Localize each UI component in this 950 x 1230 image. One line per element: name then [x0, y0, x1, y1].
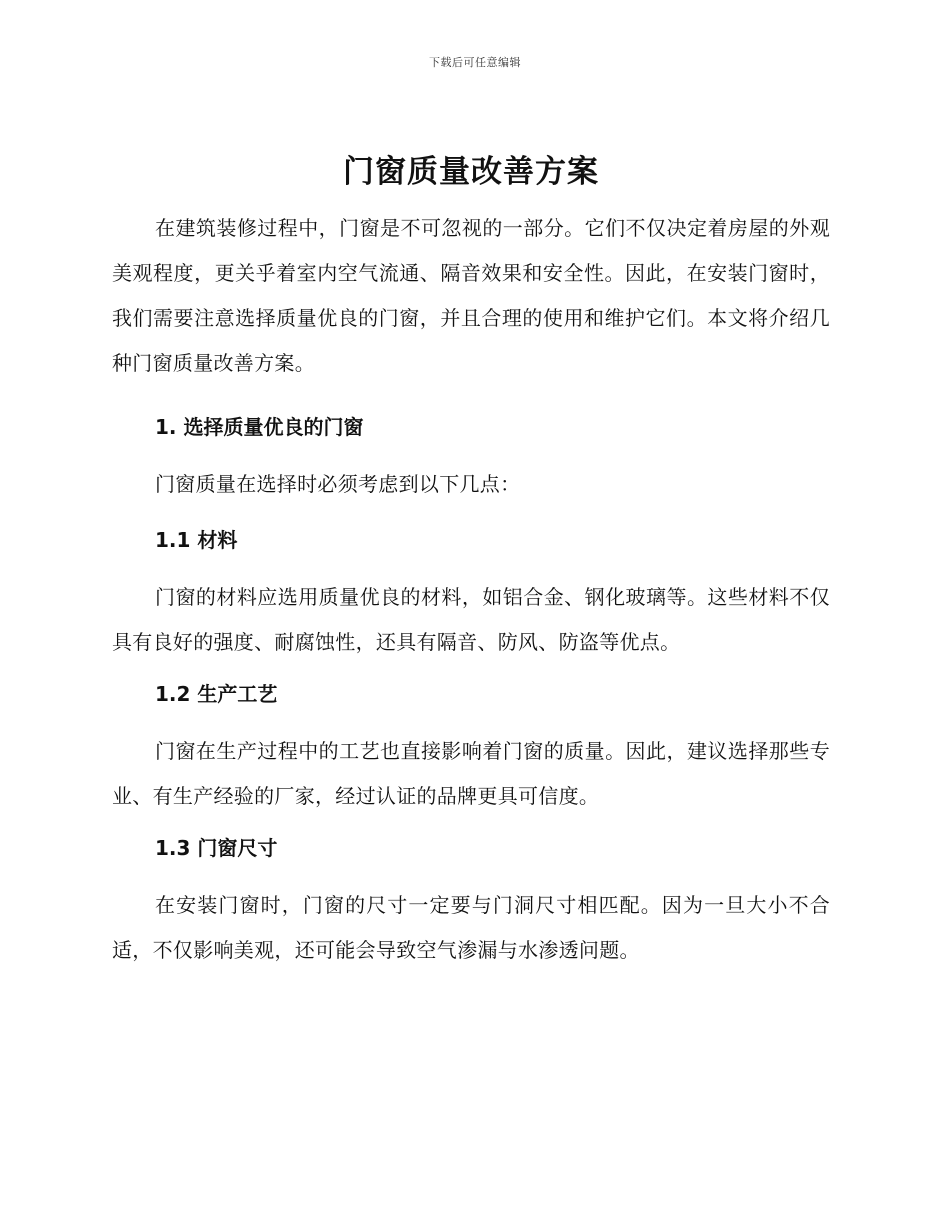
- page-header-note: 下载后可任意编辑: [429, 56, 521, 69]
- subsection-body-craft: 门窗在生产过程中的工艺也直接影响着门窗的质量。因此，建议选择那些专业、有生产经验的厂家，经过认证的品牌更具可信度。: [112, 739, 830, 808]
- intro-paragraph: 在建筑装修过程中，门窗是不可忽视的一部分。它们不仅决定着房屋的外观美观程度，更关乎着室内空气流通、隔音效果和安全性。因此，在安装门窗时，我们需要注意选择质量优良的门窗，并且合理的使用和维护它们。本文将介绍几种门窗质量改善方案。: [112, 216, 830, 375]
- subsection-body-size: 在安装门窗时，门窗的尺寸一定要与门洞尺寸相匹配。因为一旦大小不合适，不仅影响美观，还可能会导致空气渗漏与水渗透问题。: [112, 893, 830, 962]
- document-title: 门窗质量改善方案: [343, 154, 599, 190]
- subsection-heading-materials: 1.1 材料: [155, 528, 238, 552]
- section-1-lead: 门窗质量在选择时必须考虑到以下几点：: [155, 472, 521, 496]
- subsection-heading-size: 1.3 门窗尺寸: [155, 836, 278, 860]
- subsection-heading-craft: 1.2 生产工艺: [155, 682, 278, 706]
- section-heading-1: 1. 选择质量优良的门窗: [155, 415, 364, 439]
- subsection-body-materials: 门窗的材料应选用质量优良的材料，如铝合金、钢化玻璃等。这些材料不仅具有良好的强度、耐腐蚀性，还具有隔音、防风、防盗等优点。: [112, 585, 830, 654]
- document-body: [112, 150, 830, 973]
